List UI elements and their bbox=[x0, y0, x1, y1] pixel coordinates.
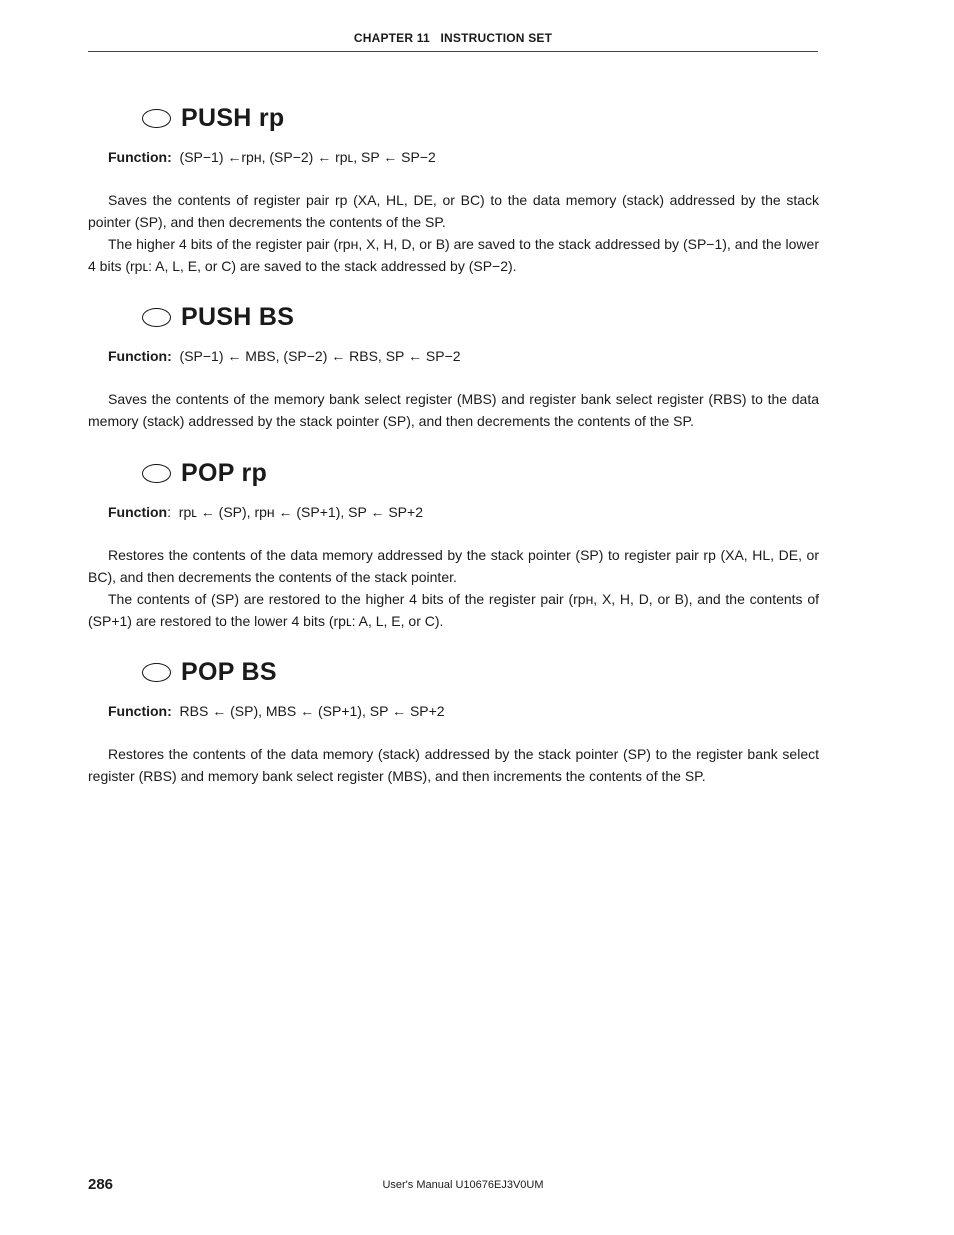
paragraph: The higher 4 bits of the register pair (rpʜ, X, H, D, or B) are saved to the stack addressed by (SP−1), and the lower 4 bits (rpʟ: A, L, E, or C) are saved to the stack addressed by (SP−2). bbox=[88, 236, 819, 274]
section-pop-rp bbox=[88, 456, 819, 632]
function-line bbox=[108, 701, 819, 721]
paragraph: Restores the contents of the data memory addressed by the stack pointer (SP) to register pair rp (XA, HL, DE, or BC), and then decrements the contents of the stack pointer. bbox=[88, 547, 819, 585]
section-title: PUSH rp bbox=[181, 103, 285, 132]
function-line bbox=[108, 502, 819, 522]
function-label: Function: bbox=[108, 348, 172, 364]
page-number: 286 bbox=[88, 1176, 114, 1193]
function-text: (SP−1) ← MBS, (SP−2) ← RBS, SP ← SP−2 bbox=[171, 348, 461, 364]
paragraph: Saves the contents of the memory bank select register (MBS) and register bank select register (RBS) to the data memory (stack) addressed by the stack pointer (SP), and then decrements the contents of the SP. bbox=[88, 391, 819, 429]
section-heading bbox=[142, 456, 819, 490]
oval-bullet-icon bbox=[142, 464, 171, 483]
oval-bullet-icon bbox=[142, 109, 171, 128]
function-label: Function: bbox=[108, 149, 172, 165]
function-text: : rpʟ ← (SP), rpʜ ← (SP+1), SP ← SP+2 bbox=[167, 504, 423, 520]
function-label: Function: bbox=[108, 703, 172, 719]
function-text: (SP−1) ←rpʜ, (SP−2) ← rpʟ, SP ← SP−2 bbox=[171, 149, 436, 165]
description bbox=[88, 544, 819, 632]
section-pop-bs bbox=[88, 655, 819, 787]
section-heading bbox=[142, 101, 819, 135]
oval-bullet-icon bbox=[142, 308, 171, 327]
description bbox=[88, 388, 819, 432]
description bbox=[88, 189, 819, 277]
section-heading bbox=[142, 300, 819, 334]
section-title: POP BS bbox=[181, 657, 277, 686]
function-label: Function bbox=[108, 504, 168, 520]
oval-bullet-icon bbox=[142, 663, 171, 682]
paragraph: The contents of (SP) are restored to the higher 4 bits of the register pair (rpʜ, X, H, D, or B), and the contents of (SP+1) are restored to the lower 4 bits (rpʟ: A, L, E, or C). bbox=[88, 591, 819, 629]
section-push-bs bbox=[88, 300, 819, 432]
footer-manual-id: User's Manual U10676EJ3V0UM bbox=[382, 1179, 544, 1191]
paragraph: Restores the contents of the data memory (stack) addressed by the stack pointer (SP) to the register bank select register (RBS) and memory bank select register (MBS), and then increments the contents of the SP. bbox=[88, 746, 819, 784]
page-header: CHAPTER 11 INSTRUCTION SET bbox=[88, 31, 818, 52]
section-heading bbox=[142, 655, 819, 689]
section-title: POP rp bbox=[181, 458, 268, 487]
paragraph: Saves the contents of register pair rp (XA, HL, DE, or BC) to the data memory (stack) addressed by the stack pointer (SP), and then decrements the contents of the SP. bbox=[88, 192, 819, 230]
function-text: RBS ← (SP), MBS ← (SP+1), SP ← SP+2 bbox=[171, 703, 445, 719]
section-push-rp bbox=[88, 101, 819, 277]
function-line bbox=[108, 346, 819, 366]
function-line bbox=[108, 147, 819, 167]
description bbox=[88, 743, 819, 787]
section-title: PUSH BS bbox=[181, 302, 295, 331]
